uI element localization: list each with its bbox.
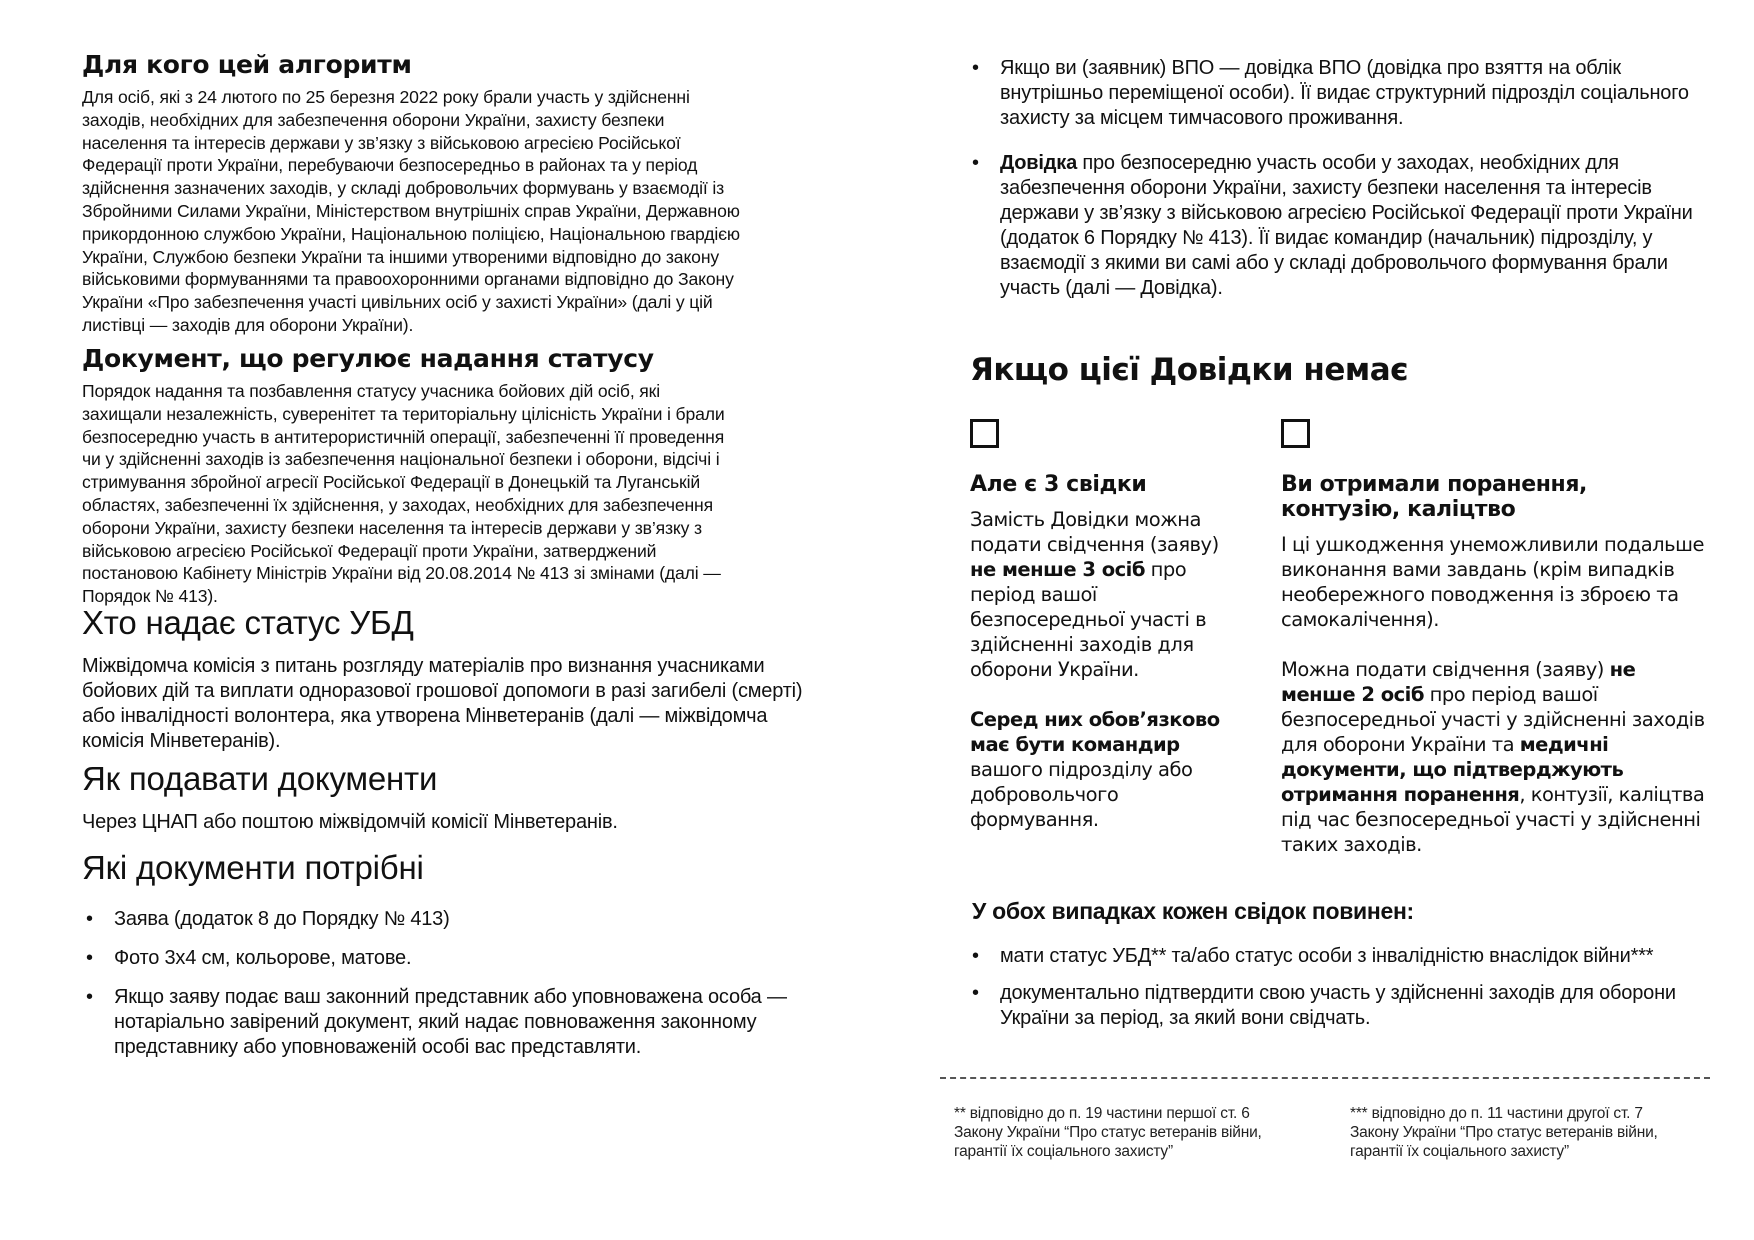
section-title-for-whom: Для кого цей алгоритм bbox=[82, 50, 412, 79]
section-body-regulating-document: Порядок надання та позбавлення статусу учасника бойових дій осіб, які захищали незалежність, суверенітет та територіальну цілісність України і брали безпосередню участь в антитерористичній операції, забезпеченні її проведення чи у здійсненні заходів із забезпечення національної безпеки і оборони, відсічі і стримування збройної агресії Російської Федерації в Донецькій та Луганській областях, забезпеченні їх здійснення, у заходах, необхідних для забезпечення оборони України, захисту безпеки населення та інтересів держави у зв’язку з військовою агресією Російської Федерації проти України, затверджений постановою Кабінету Міністрів України від 20.08.2014 № 413 зі змінами (далі — Порядок № 413). bbox=[82, 381, 725, 607]
list-item: • Фото 3х4 см, кольорове, матове. bbox=[82, 946, 802, 971]
section-body-who-grants: Міжвідомча комісія з питань розгляду матеріалів про визнання учасниками бойових дій та виплати одноразової грошової допомоги в разі загибелі (смерті) або інвалідності волонтера, яка утворена Мінветеранів (далі — міжвідомча комісія Мінветеранів). bbox=[82, 655, 803, 752]
list-item: • Довідка про безпосередню участь особи у заходах, необхідних для забезпечення оборони України, захисту безпеки населення та інтересів держави у зв’язку з військовою агресією Російської Федерації проти України (додаток 6 Порядку № 413). Її видає командир (начальник) підрозділу, у взаємодії з якими ви самі або у складі добровольчого формування брали участь (далі — Довідка). bbox=[968, 151, 1713, 301]
option-injury-title: Ви отримали поранення, контузію, каліцтво bbox=[1281, 472, 1587, 522]
footnote-ubd: ** відповідно до п. 19 частини першої ст. 6 Закону України “Про статус ветеранів війни, гарантії їх соціального захисту” bbox=[954, 1105, 1262, 1160]
option-three-witnesses-checkbox[interactable] bbox=[970, 419, 999, 448]
option-injury-witnesses: Можна подати свідчення (заяву) не менше 2 осіб про період вашої безпосередньої участі у здійсненні заходів для оборони України та медичні документи, що підтверджують отримання поранення, контузії, каліцтва під час безпосередньої участі у здійсненні таких заходів. bbox=[1281, 658, 1705, 856]
list-item: • документально підтвердити свою участь у здійсненні заходів для оборони України за період, за який вони свідчать. bbox=[968, 981, 1688, 1031]
list-item: • Якщо заяву подає ваш законний представник або уповноважена особа — нотаріально завірений документ, який надає повноваження законному представнику або уповноваженій особі вас представляти. bbox=[82, 985, 802, 1060]
option-injury-text: І ці ушкодження унеможливили подальше виконання вами завдань (крім випадків необережного поводження із зброєю та самокалічення). bbox=[1281, 533, 1704, 631]
section-title-who-grants: Хто надає статус УБД bbox=[82, 604, 414, 641]
required-docs-list bbox=[82, 907, 802, 1060]
option-injury-checkbox[interactable] bbox=[1281, 419, 1310, 448]
option-injury bbox=[1281, 419, 1711, 857]
list-item: • Якщо ви (заявник) ВПО — довідка ВПО (довідка про взяття на облік внутрішньо переміщеної особи). Її видає структурний підрозділ соціального захисту за місцем тимчасового проживання. bbox=[968, 56, 1713, 131]
list-item: • мати статус УБД** та/або статус особи з інвалідністю внаслідок війни*** bbox=[968, 944, 1688, 969]
option-three-witnesses-commander: Серед них обов’язково має бути командир вашого підрозділу або добровольчого формування. bbox=[970, 708, 1220, 831]
option-three-witnesses-title: Але є 3 свідки bbox=[970, 472, 1147, 497]
witness-requirements-list bbox=[968, 944, 1688, 1031]
certificate-bold-label: Довідка bbox=[1000, 152, 1077, 174]
witness-requirements-title: У обох випадках кожен свідок повинен: bbox=[972, 898, 1414, 924]
list-item: • Заява (додаток 8 до Порядку № 413) bbox=[82, 907, 802, 932]
documents-continued-list bbox=[968, 56, 1713, 301]
footnote-disability: *** відповідно до п. 11 частини другої ст. 7 Закону України “Про статус ветеранів війни, гарантії їх соціального захисту” bbox=[1350, 1105, 1658, 1160]
no-certificate-title: Якщо цієї Довідки немає bbox=[970, 352, 1408, 388]
section-body-for-whom: Для осіб, які з 24 лютого по 25 березня 2022 року брали участь у здійсненні заходів, необхідних для забезпечення оборони України, захисту безпеки населення та інтересів держави у зв’язку з військовою агресією Російської Федерації проти України, перебуваючи безпосередньо в районах та у період здійснення зазначених заходів, у складі добровольчих формувань у взаємодії із Збройними Силами України, Міністерством внутрішніх справ України, Державною прикордонною службою України, Національною поліцією, Національною гвардією України, Службою безпеки України та іншими утвореними відповідно до закону військовими формуваннями та правоохоронними органами відповідно до Закону України «Про забезпечення участі цивільних осіб у захисті України» (далі у цій листівці — заходів для оборони України). bbox=[82, 87, 740, 335]
footnote-divider bbox=[940, 1077, 1710, 1079]
section-title-regulating-document: Документ, що регулює надання статусу bbox=[82, 344, 654, 373]
section-title-required-docs: Які документи потрібні bbox=[82, 849, 424, 886]
section-title-how-to-submit: Як подавати документи bbox=[82, 760, 438, 797]
option-three-witnesses bbox=[970, 419, 1240, 832]
section-body-how-to-submit: Через ЦНАП або поштою міжвідомчій комісії Мінветеранів. bbox=[82, 811, 618, 833]
option-three-witnesses-text: Замість Довідки можна подати свідчення (заяву) не менше 3 осіб про період вашої безпосередньої участі в здійсненні заходів для оборони України. bbox=[970, 508, 1219, 681]
